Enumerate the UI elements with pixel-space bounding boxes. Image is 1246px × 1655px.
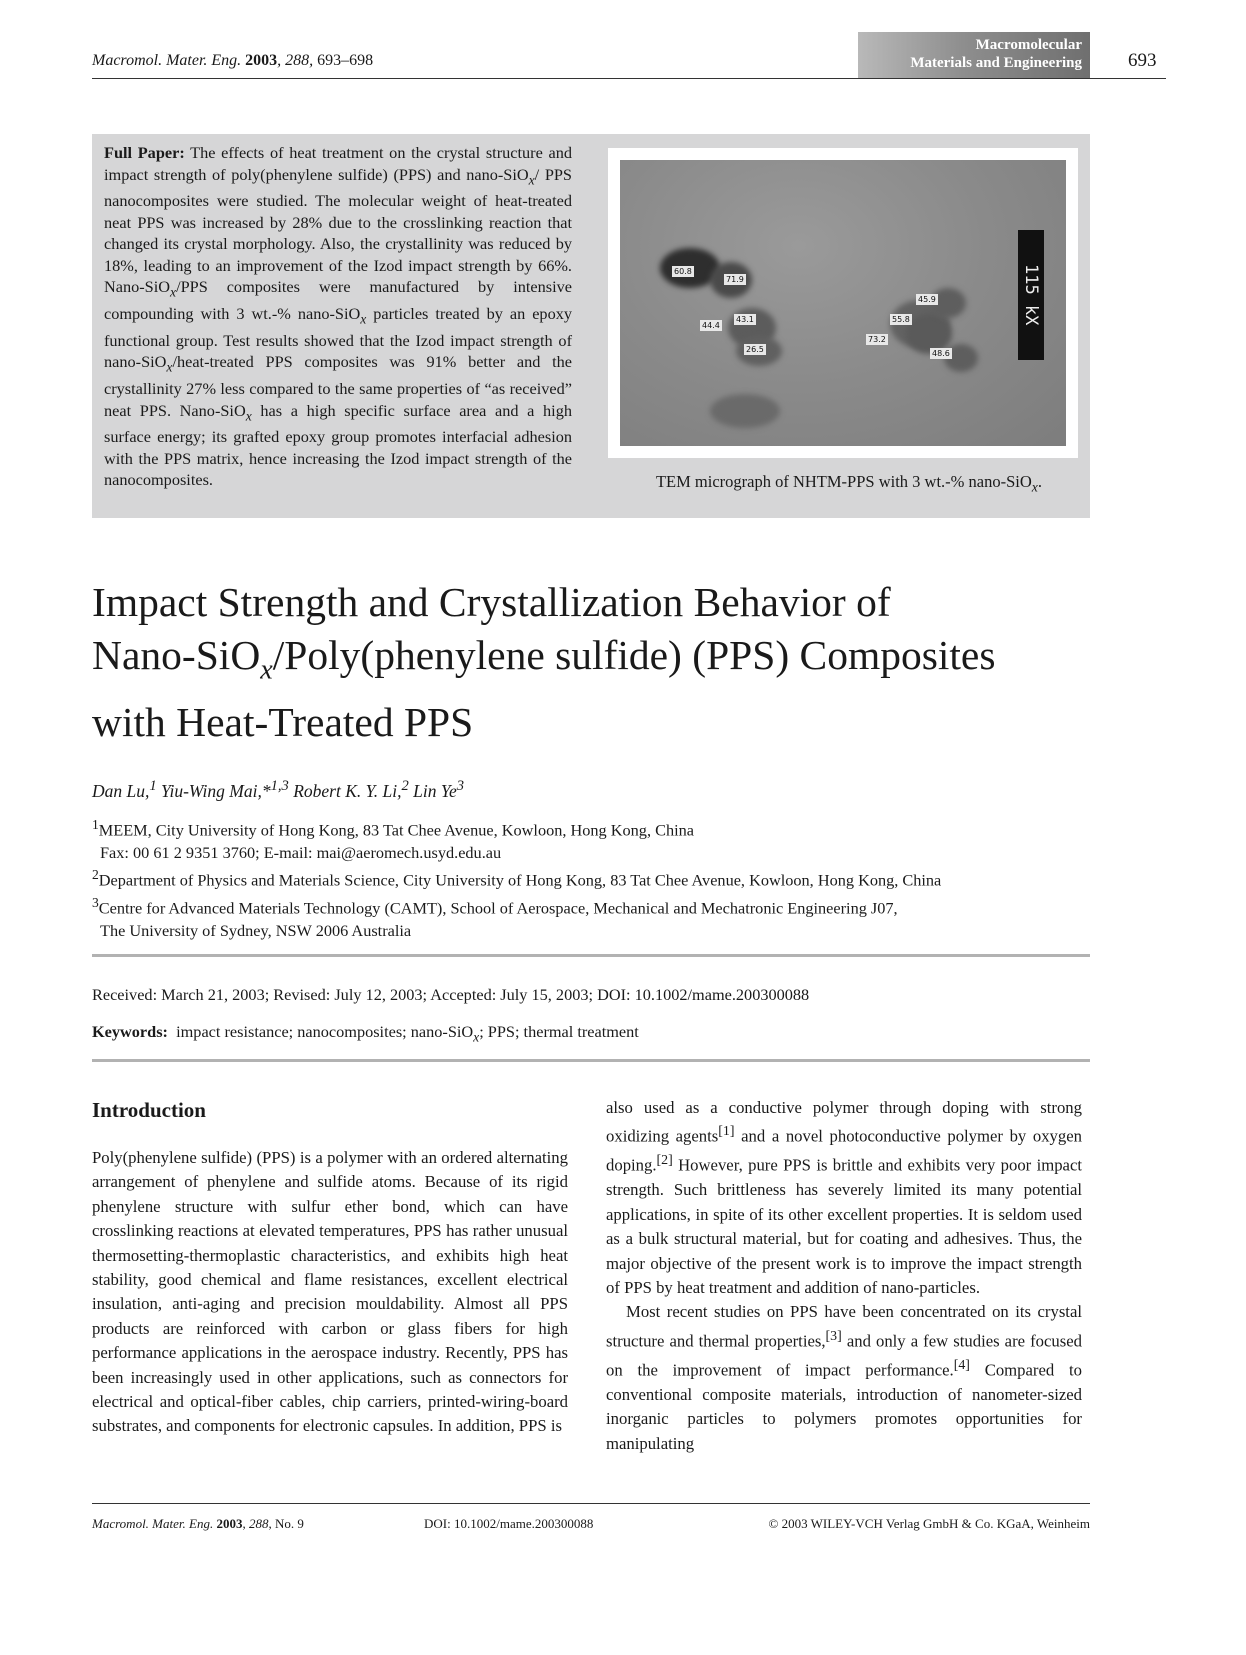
- author-name: Dan Lu,: [92, 780, 150, 801]
- subscript-x: x: [1031, 479, 1038, 495]
- footer-doi: DOI: 10.1002/mame.200300088: [424, 1516, 594, 1531]
- tem-micrograph: [620, 160, 1066, 446]
- logo-line-2: Materials and Engineering: [910, 55, 1082, 71]
- footer-citation: [92, 1516, 304, 1532]
- author-name: Lin Ye: [408, 780, 457, 801]
- footer-volume: 288: [248, 1516, 269, 1531]
- footer-issue: , No. 9: [268, 1516, 304, 1531]
- para-text: Most recent studies on PPS have been concentrated on its crystal structure and thermal properties,: [606, 1302, 1082, 1351]
- citation-ref: [2]: [656, 1153, 673, 1169]
- figure-caption: [608, 472, 1090, 495]
- journal-name: Macromol. Mater. Eng.: [92, 52, 242, 69]
- page-number: 693: [1128, 50, 1157, 71]
- section-heading: Introduction: [92, 1098, 206, 1122]
- header-rule: [92, 78, 1166, 79]
- subscript-x: x: [528, 171, 535, 187]
- intro-paragraph: [606, 1300, 1082, 1456]
- affil-number: 1: [92, 817, 99, 832]
- particle-label: 60.8: [674, 267, 692, 276]
- section-rule: [92, 1059, 1090, 1062]
- footer-copyright: © 2003 WILEY-VCH Verlag GmbH & Co. KGaA, Weinheim: [768, 1516, 1090, 1531]
- caption-text: .: [1037, 472, 1043, 491]
- particle-label: 26.5: [746, 345, 764, 354]
- body-column-right: [606, 1096, 1082, 1456]
- paper-title: [92, 576, 1092, 749]
- intro-paragraph: Poly(phenylene sulfide) (PPS) is a polymer with an ordered alternating arrangement of phenylene and sulfide atoms. Because of its rigid phenylene structure with sulfur ether bond, which can have crosslinking reactions at elevated temperatures, PPS has rather unusual thermosetting-thermoplastic characteristics, and exhibits high heat stability, good chemical and flame resistances, excellent electrical insulation, anti-aging and precision mouldability. Almost all PPS products are reinforced with carbon or glass fibers for high performance applications in the aerospace industry. Recently, PPS has been increasingly used in other applications, such as connectors for electrical and optical-fiber cables, chip carriers, printed-wiring-board substrates, and components for electronic capsules. In addition, PPS is: [92, 1148, 568, 1436]
- abstract-part: has a high specific surface area and a high surface energy; its grafted epoxy group promotes interfacial adhesion with the PPS matrix, hence increasing the Izod impact strength of the nanocomposites.: [104, 400, 572, 490]
- affiliations: [92, 814, 1152, 943]
- keywords-label: Keywords:: [92, 1022, 168, 1041]
- running-header: Macromol. Mater. Eng. 2003, 288, 693–698: [92, 52, 374, 69]
- abstract-part: / PPS nanocomposites were studied. The molecular weight of heat-treated neat PPS was increased by 28% due to the crosslinking reaction that changed its crystal morphology. Also, the crystallinity was reduced by 18%, leading to an improvement of the Izod impact strength by 66%. Nano-SiO: [104, 164, 572, 297]
- footer-sep: ,: [242, 1516, 249, 1531]
- title-part: /Poly(phenylene sulfide) (PPS) Composites: [272, 632, 996, 678]
- journal-year: 2003: [245, 52, 278, 69]
- body-column-left: [92, 1146, 568, 1439]
- journal-pages: 693–698: [317, 52, 374, 69]
- para-text: also used as a conductive polymer through doping with strong oxidizing agents: [606, 1098, 1082, 1146]
- subscript-x: x: [473, 1029, 480, 1045]
- abstract-text: [104, 142, 572, 491]
- abstract-part: /heat-treated PPS composites was 91% better and the crystallinity 27% less compared to the same properties of “as received” neat PPS. Nano-SiO: [104, 352, 572, 420]
- intro-paragraph: [606, 1096, 1082, 1300]
- footer-year: 2003: [216, 1516, 243, 1531]
- particle-blob: [710, 394, 780, 428]
- abstract-label: Full Paper:: [104, 143, 185, 162]
- keywords-text: ; PPS; thermal treatment: [479, 1022, 639, 1041]
- section-rule: [92, 954, 1090, 957]
- author-name: Yiu-Wing Mai,*: [156, 780, 271, 801]
- affil-text: MEEM, City University of Hong Kong, 83 Tat Chee Avenue, Kowloon, Hong Kong, China: [98, 820, 694, 840]
- keywords-text: impact resistance; nanocomposites; nano-SiO: [167, 1022, 474, 1041]
- particle-label: 44.4: [702, 321, 720, 330]
- para-text: However, pure PPS is brittle and exhibits very poor impact strength. Such brittleness has severely limited its many potential applications, in spite of its other excellent properties. It is seldom used as a bulk structural material, but for coating and adhesives. Thus, the major objective of the present work is to improve the impact strength of PPS by heat treatment and addition of nano-particles.: [606, 1155, 1082, 1297]
- title-line-1: Impact Strength and Crystallization Behavior of: [92, 579, 891, 625]
- particle-label: 43.1: [736, 315, 754, 324]
- abstract-part: The effects of heat treatment on the crystal structure and impact strength of poly(phenylene sulfide) (PPS) and nano-SiO: [104, 143, 572, 184]
- author-affil-ref: 1,3: [270, 778, 289, 794]
- title-line-2: [92, 629, 1092, 696]
- affiliation-contact: Fax: 00 61 2 9351 3760; E-mail: mai@aeromech.usyd.edu.au: [100, 842, 502, 862]
- particle-label: 73.2: [868, 335, 886, 344]
- citation-ref: [4]: [953, 1357, 970, 1373]
- particle-label: 55.8: [892, 315, 910, 324]
- affiliation-1: [92, 814, 1152, 842]
- affil-number: 3: [92, 895, 99, 911]
- footer-rule: [92, 1503, 1090, 1504]
- citation-ref: [1]: [718, 1124, 735, 1140]
- scale-bar: 115 kX: [1018, 230, 1044, 360]
- footer-journal: Macromol. Mater. Eng.: [92, 1516, 214, 1531]
- journal-volume: 288: [285, 52, 310, 69]
- affiliation-3: [92, 892, 1152, 920]
- para-text: Compared to conventional composite materials, introduction of nanometer-sized inorganic particles to polymers promotes opportunities for manipulating: [606, 1360, 1082, 1453]
- author-list: [92, 778, 464, 802]
- received-dates: Received: March 21, 2003; Revised: July 12, 2003; Accepted: July 15, 2003; DOI: 10.1002/mame.200300088: [92, 985, 810, 1004]
- abstract-part: /PPS composites were manufactured by intensive compounding with 3 wt.-% nano-SiO: [104, 277, 572, 323]
- author-affil-ref: 3: [456, 778, 465, 794]
- subscript-x: x: [360, 311, 367, 327]
- journal-logo: [858, 32, 1090, 78]
- subscript-x: x: [245, 407, 252, 423]
- title-line-3: with Heat-Treated PPS: [92, 699, 474, 746]
- para-text: and only a few studies are focused on the improvement of impact performance.: [606, 1331, 1082, 1380]
- author-name: Robert K. Y. Li,: [288, 780, 402, 801]
- citation-ref: [3]: [825, 1328, 842, 1344]
- subscript-x: x: [166, 359, 173, 375]
- particle-label: 71.9: [726, 275, 744, 284]
- affil-text: Department of Physics and Materials Science, City University of Hong Kong, 83 Tat Chee Avenue, Kowloon, Hong Kong, China: [98, 870, 942, 890]
- affil-number: 2: [92, 867, 99, 883]
- particle-label: 48.6: [932, 349, 950, 358]
- title-part: Nano-SiO: [92, 632, 261, 678]
- author-affil-ref: 1: [149, 778, 157, 794]
- para-text: and a novel photoconductive polymer by oxygen doping.: [606, 1126, 1082, 1175]
- author-affil-ref: 2: [401, 778, 409, 794]
- affil-text: Centre for Advanced Materials Technology (CAMT), School of Aerospace, Mechanical and Mechatronic Engineering J07,: [98, 898, 898, 918]
- affiliation-3-cont: The University of Sydney, NSW 2006 Australia: [100, 921, 412, 941]
- particle-label: 45.9: [918, 295, 936, 304]
- subscript-x: x: [170, 284, 177, 300]
- subscript-x: x: [260, 654, 273, 686]
- logo-line-1: Macromolecular: [975, 37, 1082, 53]
- keywords-line: [92, 1022, 639, 1045]
- affiliation-2: [92, 864, 1152, 892]
- abstract-part: particles treated by an epoxy functional group. Test results showed that the Izod impact strength of nano-SiO: [104, 304, 572, 372]
- caption-text: TEM micrograph of NHTM-PPS with 3 wt.-% nano-SiO: [655, 472, 1032, 491]
